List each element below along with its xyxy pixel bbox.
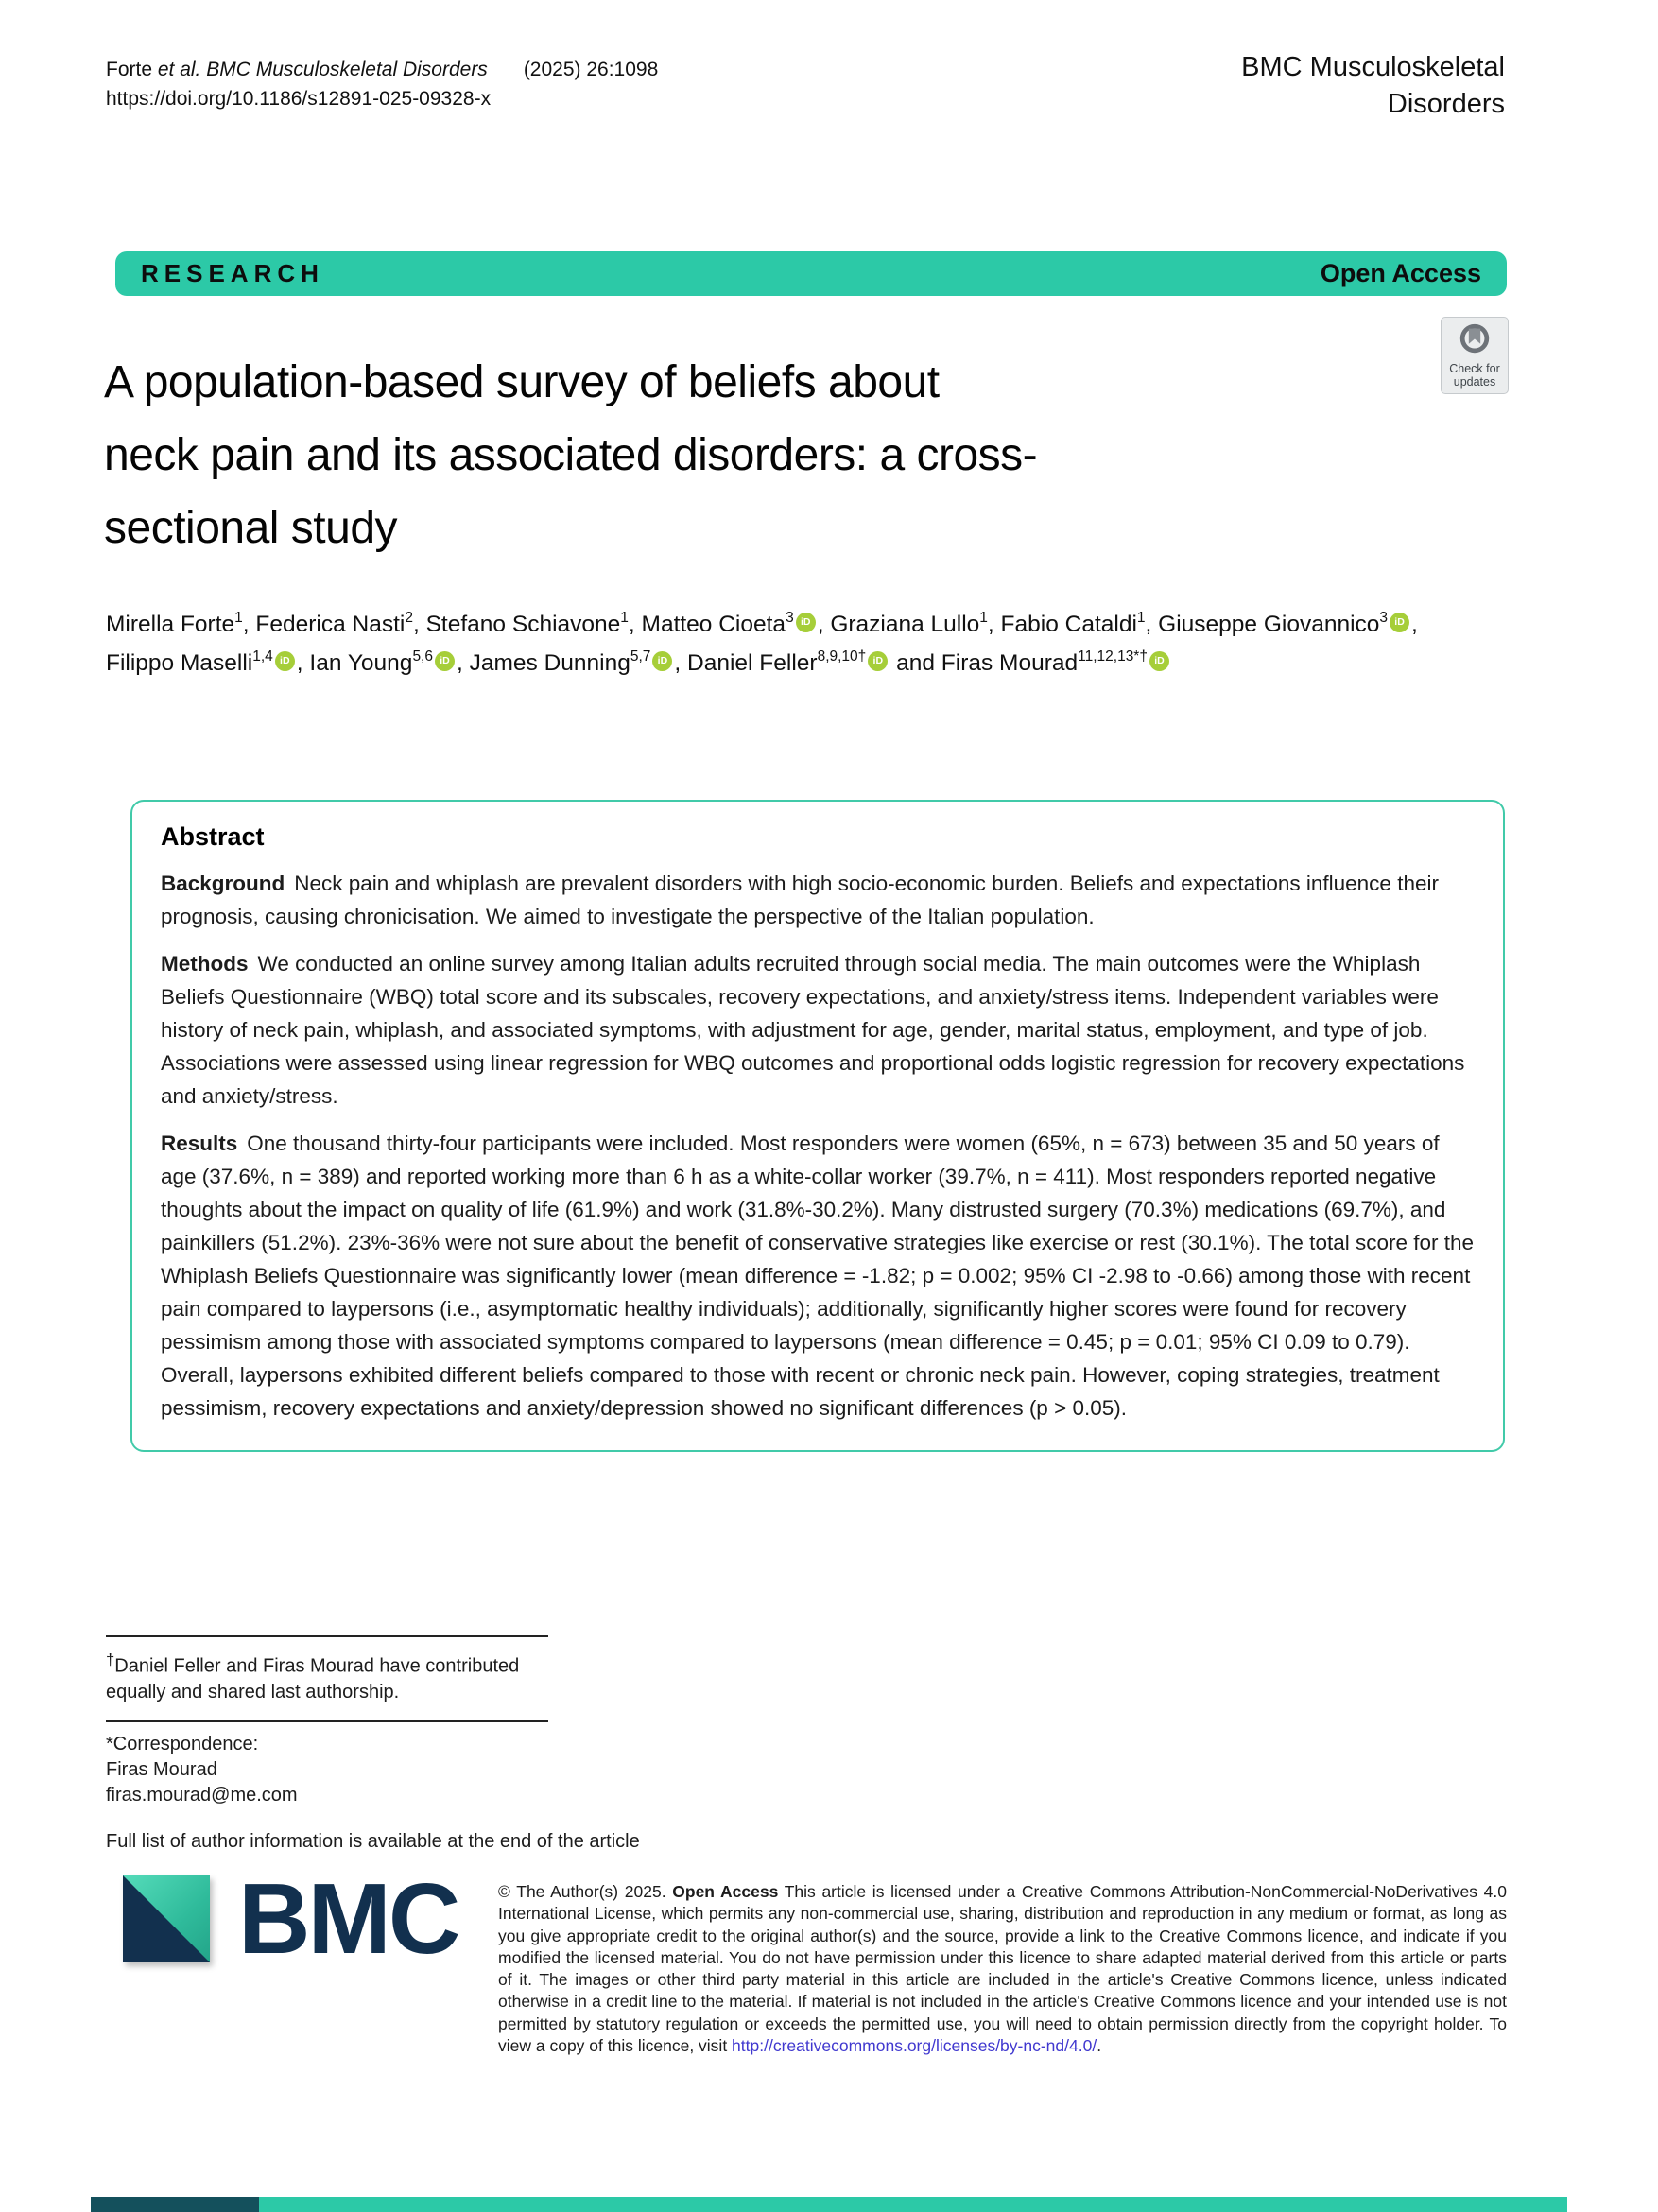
author-name: Giuseppe Giovannico: [1158, 612, 1380, 637]
author: [1158, 609, 1418, 637]
author-affiliation: 11,12,13*†: [1078, 648, 1148, 665]
copyright-text: © The Author(s) 2025.: [498, 1882, 666, 1901]
author-name: Daniel Feller: [687, 650, 818, 676]
author: [470, 650, 687, 676]
abstract-methods: [161, 947, 1475, 1113]
open-access-label: Open Access: [1320, 259, 1481, 287]
author-separator: ,: [1411, 612, 1418, 637]
check-updates-button[interactable]: [1441, 317, 1509, 394]
orcid-icon[interactable]: iD: [1149, 651, 1169, 671]
bottom-bar: [91, 2197, 1567, 2212]
author-affiliation: 2: [405, 609, 413, 626]
check-updates-line1: Check for: [1449, 362, 1500, 375]
author: [641, 609, 831, 637]
correspondence-email[interactable]: firas.mourad@me.com: [106, 1784, 298, 1806]
author: [941, 650, 1171, 676]
author-name: Graziana Lullo: [830, 612, 980, 637]
license-statement: [498, 1881, 1507, 2057]
check-updates-icon: [1457, 321, 1493, 357]
author-name: Firas Mourad: [941, 650, 1079, 676]
abstract-background-label: Background: [161, 872, 285, 895]
author-separator: ,: [674, 650, 688, 676]
doi-link[interactable]: https://doi.org/10.1186/s12891-025-09328-x: [106, 88, 492, 110]
title-line2: neck pain and its associated disorders: a cross-: [104, 430, 1038, 480]
author-affiliation: 1: [979, 609, 988, 626]
author: [309, 650, 469, 676]
author-affiliation: 3: [786, 609, 794, 626]
check-updates-line2: updates: [1453, 375, 1496, 389]
bmc-logo-icon: [123, 1875, 210, 1962]
research-label: RESEARCH: [141, 259, 324, 287]
author-affiliation: 1: [234, 609, 243, 626]
author: [687, 650, 941, 676]
author-name: Ian Young: [309, 650, 413, 676]
abstract-box: [130, 800, 1505, 1452]
dagger-mark: †: [106, 1650, 115, 1668]
citation-issue: (2025) 26:1098: [523, 59, 659, 80]
bmc-logo-text: BMC: [238, 1863, 458, 1975]
author: [255, 609, 426, 637]
orcid-icon[interactable]: iD: [275, 651, 295, 671]
abstract-heading: Abstract: [161, 822, 265, 851]
author-list: [106, 605, 1467, 683]
author-affiliation: 1: [1136, 609, 1146, 626]
abstract-background-text: Neck pain and whiplash are prevalent disorders with high socio-economic burden. Beliefs and expectations influence their prognosis, causing chronicisation. We aimed to investigate the perspective of the Italian population.: [161, 872, 1439, 928]
research-banner: [115, 251, 1507, 296]
title-line3: sectional study: [104, 503, 398, 553]
title-line1: A population-based survey of beliefs about: [104, 357, 940, 407]
footnote-divider: [106, 1720, 548, 1722]
license-suffix: .: [1097, 2036, 1102, 2056]
author-name: Filippo Maselli: [106, 650, 253, 676]
license-open-access-label: Open Access: [672, 1882, 779, 1901]
bmc-logo-triangle: [123, 1875, 210, 1962]
author-separator: ,: [296, 650, 310, 676]
orcid-icon[interactable]: iD: [652, 651, 672, 671]
author-name: Fabio Cataldi: [1000, 612, 1137, 637]
license-link[interactable]: http://creativecommons.org/licenses/by-nc-nd/4.0/: [732, 2036, 1097, 2056]
citation-author: Forte: [106, 59, 153, 80]
journal-name-line1: BMC Musculoskeletal: [1241, 52, 1505, 82]
author-affiliation: 1: [620, 609, 629, 626]
orcid-icon[interactable]: iD: [435, 651, 455, 671]
journal-name-line2: Disorders: [1387, 89, 1505, 119]
license-body-text: This article is licensed under a Creative Commons Attribution-NonCommercial-NoDerivatives 4.0 International License, which permits any non-commercial use, sharing, distribution and reproduction in any medium or format, as long as you give appropriate credit to the original author(s) and the source, provide a link to the Creative Commons licence, and indicate if you modified the licensed material. You do not have permission under this licence to share adapted material derived from this article or parts of it. The images or other third party material in this article are included in the article's Creative Commons licence, unless indicated otherwise in a credit line to the material. If material is not included in the article's Creative Commons licence and your intended use is not permitted by statutory regulation or exceeds the permitted use, you will need to obtain permission directly from the copyright holder. To view a copy of this licence, visit: [498, 1882, 1507, 2056]
author-separator: ,: [987, 612, 1001, 637]
abstract-background: [161, 867, 1475, 933]
citation-line: [106, 55, 658, 84]
author: [425, 609, 642, 637]
author: [106, 650, 309, 676]
abstract-methods-text: We conducted an online survey among Italian adults recruited through social media. The main outcomes were the Whiplash Beliefs Questionnaire (WBQ) total score and its subscales, recovery expectations, and anxiety/stress items. Independent variables were history of neck pain, whiplash, and associated symptoms, with adjustment for age, gender, marital status, employment, and type of job. Associations were assessed using linear regression for WBQ outcomes and proportional odds logistic regression for recovery expectations and anxiety/stress.: [161, 952, 1465, 1108]
abstract-results-label: Results: [161, 1132, 238, 1155]
bmc-logo: [123, 1863, 458, 1975]
bottom-bar-dark-segment: [91, 2197, 259, 2212]
author-name: James Dunning: [469, 650, 630, 676]
abstract-methods-label: Methods: [161, 952, 249, 976]
abstract-results-text: One thousand thirty-four participants were included. Most responders were women (65%, n = 673) between 35 and 50 years of age (37.6%, n = 389) and reported working more than 6 h as a white-collar worker (39.7%, n = 411). Most responders reported negative thoughts about the impact on quality of life (61.9%) and work (31.8%-30.2%). Many distrusted surgery (70.3%) medications (69.7%), and painkillers (51.2%). 23%-36% were not sure about the benefit of conservative strategies like exercise or rest (30.1%). The total score for the Whiplash Beliefs Questionnaire was significantly lower (mean difference = -1.82; p = 0.002; 95% CI -2.98 to -0.66) among those with recent pain compared to laypersons (i.e., asymptomatic healthy individuals); additionally, significantly higher scores were found for recovery pessimism among those with associated symptoms compared to laypersons (mean difference = 0.45; p = 0.01; 95% CI 0.09 to 0.79). Overall, laypersons exhibited different beliefs compared to those with recent or chronic neck pain. However, coping strategies, treatment pessimism, recovery expectations and anxiety/depression showed no significant differences (p > 0.05).: [161, 1132, 1475, 1420]
equal-contribution-text: Daniel Feller and Firas Mourad have contributed equally and shared last authorship.: [106, 1655, 520, 1702]
author-affiliation: 5,6: [412, 648, 433, 665]
orcid-icon[interactable]: iD: [1390, 613, 1409, 632]
author: [830, 609, 1001, 637]
author: [1000, 609, 1159, 637]
author-separator: ,: [457, 650, 470, 676]
citation-block: [106, 55, 658, 113]
full-author-info-note: Full list of author information is available at the end of the article: [106, 1830, 640, 1852]
author-affiliation: 8,9,10†: [817, 648, 867, 665]
correspondence-label: *Correspondence:: [106, 1733, 259, 1754]
author: [106, 609, 256, 637]
abstract-results: [161, 1127, 1475, 1425]
author-separator: ,: [1145, 612, 1159, 637]
author-affiliation: 5,7: [630, 648, 651, 665]
correspondence-name: Firas Mourad: [106, 1758, 217, 1780]
citation-journal: et al. BMC Musculoskeletal Disorders: [157, 59, 488, 80]
check-updates-text: [1442, 362, 1508, 389]
author-separator: and: [889, 650, 941, 676]
author-separator: ,: [817, 612, 831, 637]
author-separator: ,: [628, 612, 642, 637]
article-title: [104, 346, 1037, 564]
journal-name: [1241, 49, 1505, 123]
author-separator: ,: [412, 612, 426, 637]
author-name: Matteo Cioeta: [641, 612, 786, 637]
footnote-divider: [106, 1635, 548, 1637]
author-name: Federica Nasti: [255, 612, 406, 637]
author-separator: ,: [242, 612, 256, 637]
equal-contribution-note: [106, 1647, 548, 1705]
orcid-icon[interactable]: iD: [796, 613, 816, 632]
author-affiliation: 3: [1379, 609, 1389, 626]
author-name: Mirella Forte: [106, 612, 235, 637]
author-name: Stefano Schiavone: [425, 612, 621, 637]
author-affiliation: 1,4: [252, 648, 273, 665]
orcid-icon[interactable]: iD: [868, 651, 888, 671]
footnote-block: [106, 1635, 640, 1855]
